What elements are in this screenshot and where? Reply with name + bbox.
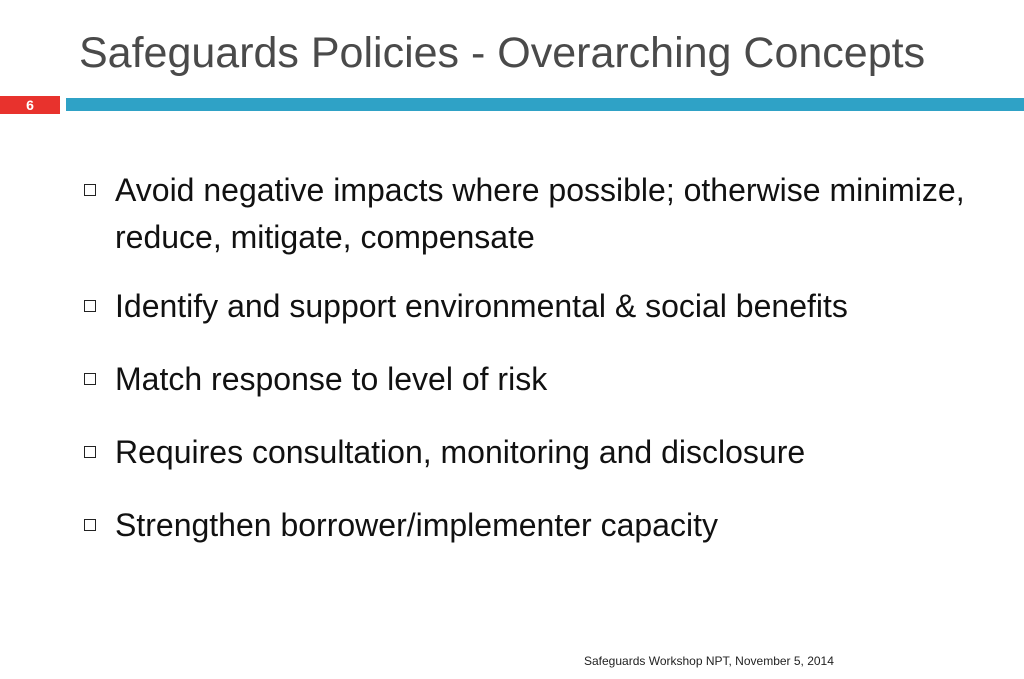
slide-number-badge: 6 [0,96,60,114]
square-bullet-icon [84,373,96,385]
bullet-item [80,356,980,403]
bullet-item [80,429,980,476]
slide-title: Safeguards Policies - Overarching Concepts [79,29,926,77]
square-bullet-icon [84,300,96,312]
title-divider-bar [66,98,1024,111]
bullet-text: Requires consultation, monitoring and disclosure [115,434,806,470]
bullet-text: Identify and support environmental & social benefits [115,288,848,324]
bullet-item [80,283,980,330]
bullet-item [80,167,980,261]
bullet-text: Strengthen borrower/implementer capacity [115,507,718,543]
slide-footer: Safeguards Workshop NPT, November 5, 2014 [584,654,834,668]
bullet-list [80,167,980,575]
bullet-item [80,502,980,549]
bullet-text: Avoid negative impacts where possible; otherwise minimize, reduce, mitigate, compensate [115,172,965,255]
square-bullet-icon [84,446,96,458]
square-bullet-icon [84,519,96,531]
square-bullet-icon [84,184,96,196]
bullet-text: Match response to level of risk [115,361,548,397]
